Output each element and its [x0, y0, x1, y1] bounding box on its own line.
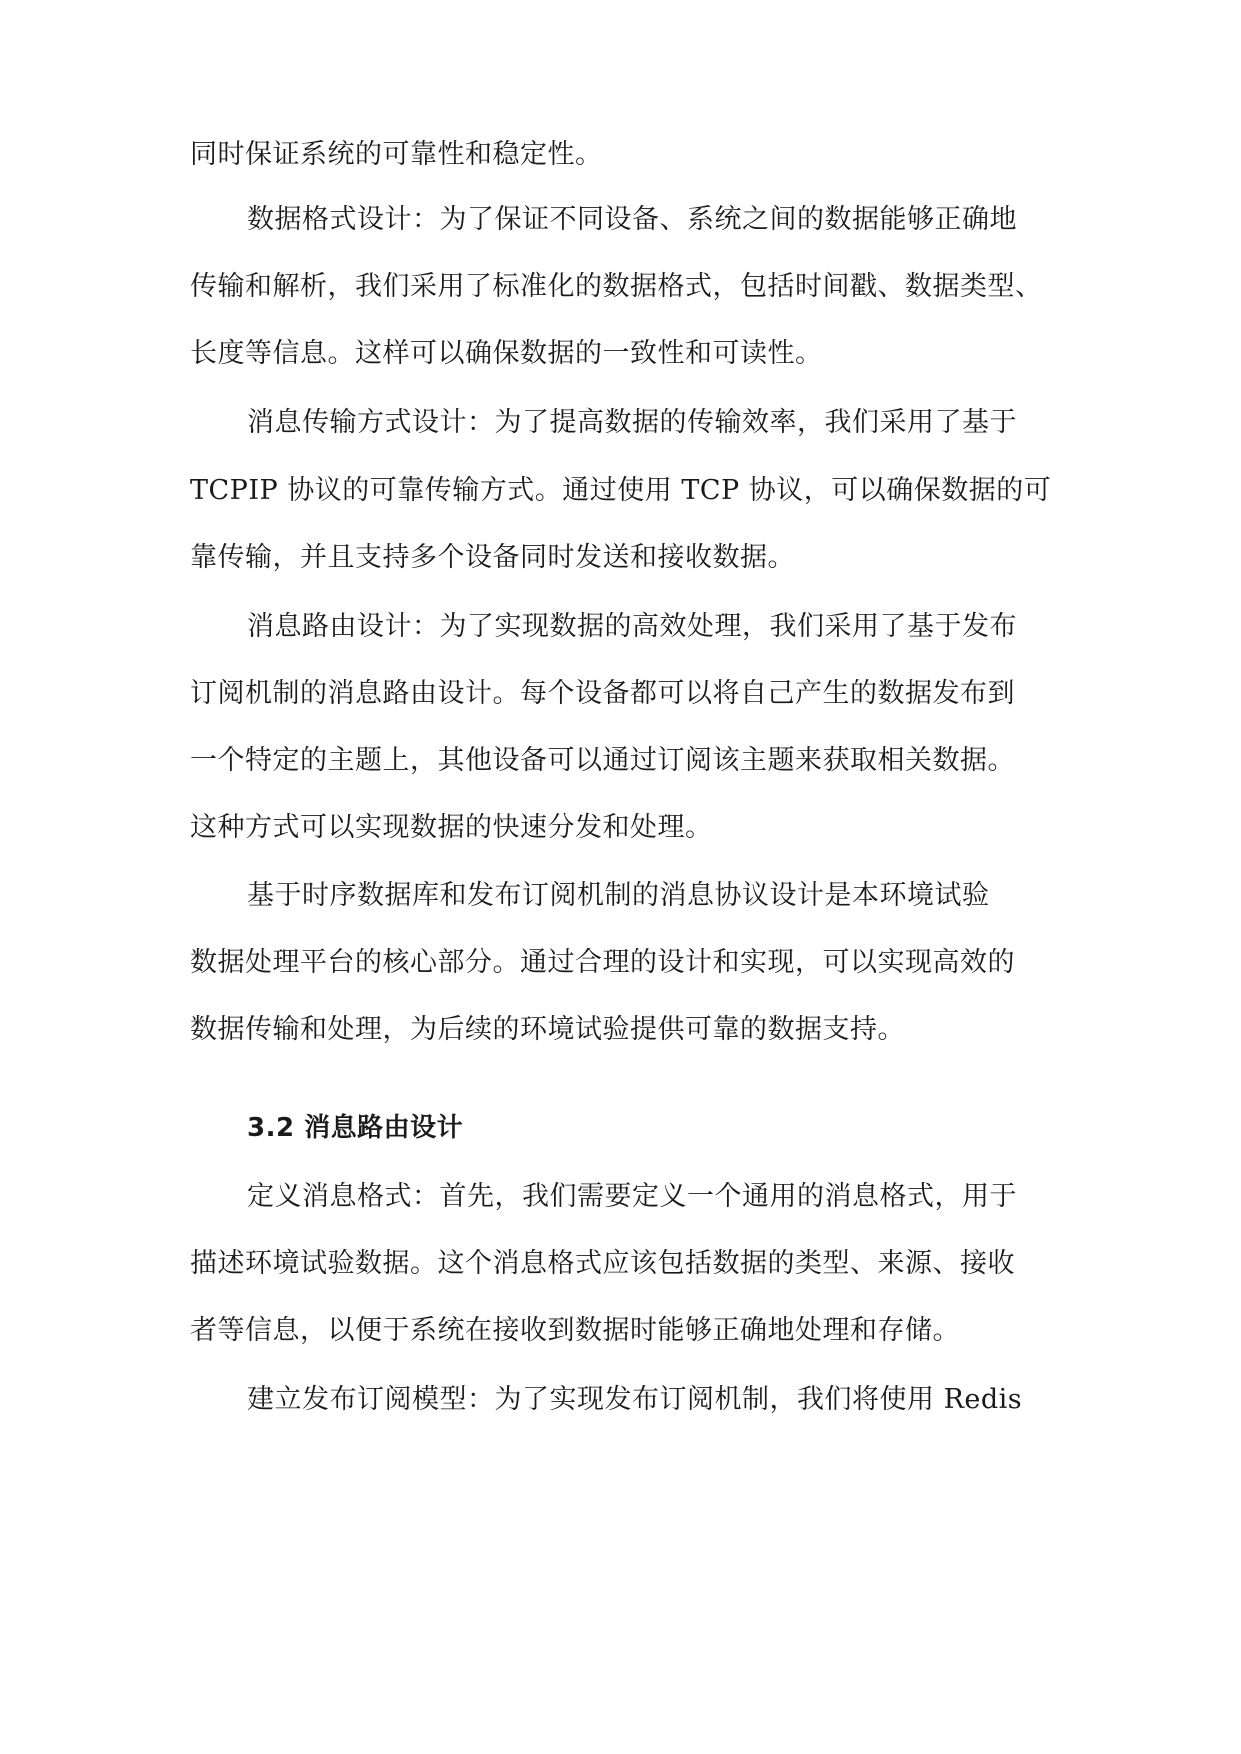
- text-line: 者等信息，以便于系统在接收到数据时能够正确地处理和存储。: [190, 1315, 960, 1346]
- text-line: 同时保证系统的可靠性和稳定性。: [190, 139, 603, 170]
- paragraph-first-line: 消息路由设计：为了实现数据的高效处理，我们采用了基于发布: [247, 611, 1017, 642]
- text-line: 数据处理平台的核心部分。通过合理的设计和实现，可以实现高效的: [190, 947, 1015, 978]
- text-line: 数据传输和处理，为后续的环境试验提供可靠的数据支持。: [190, 1014, 905, 1045]
- text-line: 描述环境试验数据。这个消息格式应该包括数据的类型、来源、接收: [190, 1248, 1015, 1279]
- paragraph-first-line: 数据格式设计：为了保证不同设备、系统之间的数据能够正确地: [247, 204, 1017, 235]
- text-line: 这种方式可以实现数据的快速分发和处理。: [190, 812, 713, 843]
- text-line: TCPIP 协议的可靠传输方式。通过使用 TCP 协议，可以确保数据的可: [190, 475, 1052, 506]
- section-heading: 3.2 消息路由设计: [247, 1113, 464, 1143]
- text-line: 传输和解析，我们采用了标准化的数据格式，包括时间戳、数据类型、: [190, 271, 1043, 302]
- paragraph-first-line: 基于时序数据库和发布订阅机制的消息协议设计是本环境试验: [247, 880, 990, 911]
- paragraph-first-line: 消息传输方式设计：为了提高数据的传输效率，我们采用了基于: [247, 407, 1017, 438]
- text-line: 长度等信息。这样可以确保数据的一致性和可读性。: [190, 338, 823, 369]
- paragraph-first-line: 建立发布订阅模型：为了实现发布订阅机制，我们将使用 Redis: [247, 1384, 1023, 1415]
- text-line: 订阅机制的消息路由设计。每个设备都可以将自己产生的数据发布到: [190, 678, 1015, 709]
- text-line: 靠传输，并且支持多个设备同时发送和接收数据。: [190, 542, 795, 573]
- text-line: 一个特定的主题上，其他设备可以通过订阅该主题来获取相关数据。: [190, 745, 1015, 776]
- paragraph-first-line: 定义消息格式：首先，我们需要定义一个通用的消息格式，用于: [247, 1181, 1017, 1212]
